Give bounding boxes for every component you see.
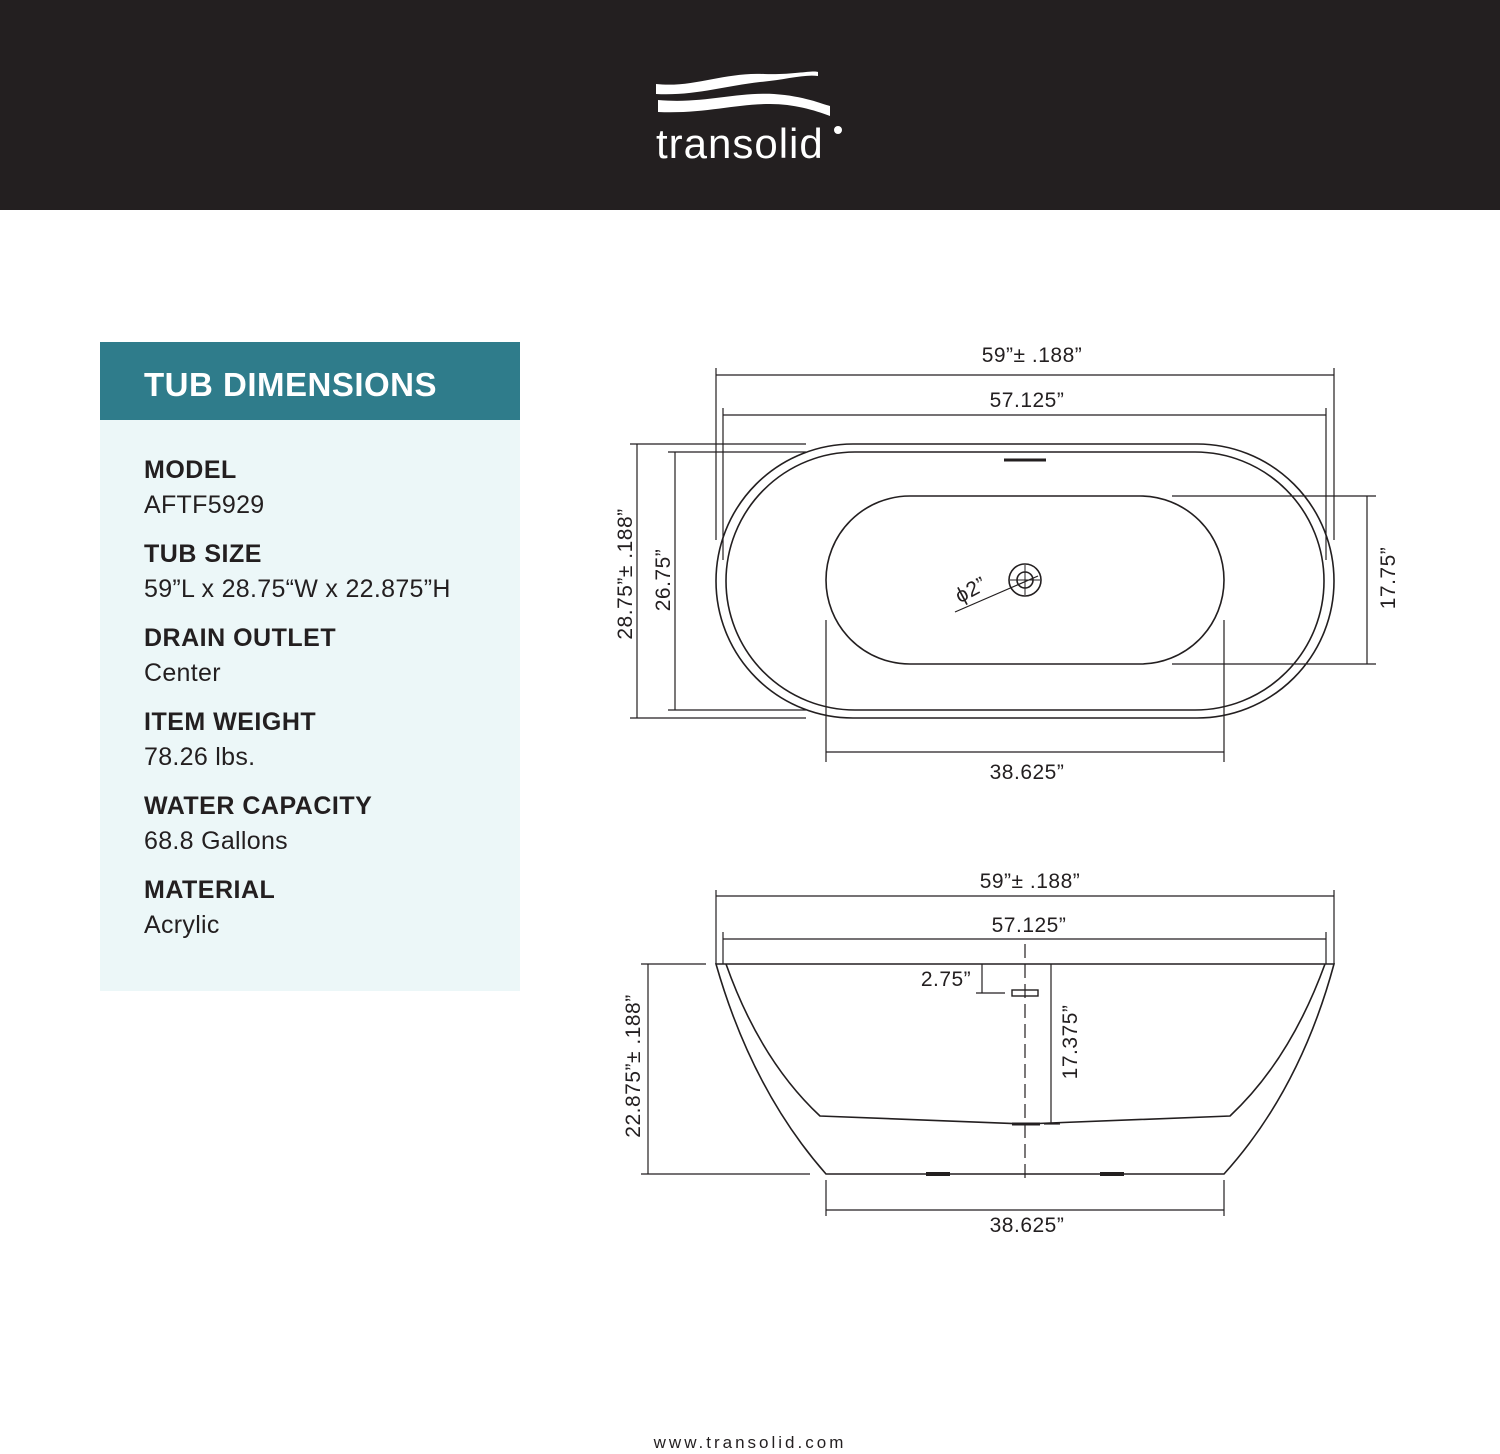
spec-label: DRAIN OUTLET: [144, 624, 337, 652]
side-overall-height-label: 22.875”± .188”: [622, 994, 645, 1138]
panel-title: TUB DIMENSIONS: [144, 366, 438, 403]
footer-website: www.transolid.com: [653, 1433, 847, 1452]
depth-label: 17.375”: [1059, 1004, 1082, 1080]
spec-value: 68.8 Gallons: [144, 827, 288, 855]
top-overall-width-label: 28.75”± .188”: [614, 508, 637, 640]
top-overall-length-label: 59”± .188”: [981, 344, 1083, 367]
spec-label: MODEL: [144, 456, 237, 484]
top-view-drawing: [630, 368, 1376, 762]
top-basin-length-label: 38.625”: [989, 761, 1065, 784]
top-inner-length-label: 57.125”: [989, 389, 1065, 412]
top-basin-width-label: 17.75”: [1377, 546, 1400, 610]
side-inner-length-label: 57.125”: [991, 914, 1067, 937]
side-base-length-label: 38.625”: [989, 1214, 1065, 1237]
drain-diameter-label: ϕ2”: [951, 572, 991, 608]
spec-label: TUB SIZE: [144, 540, 262, 568]
spec-label: ITEM WEIGHT: [144, 708, 317, 736]
top-inner-width-label: 26.75”: [652, 548, 675, 612]
overflow-drop-label: 2.75”: [920, 968, 972, 991]
brand-logo-text: transolid: [656, 120, 824, 167]
spec-value: Center: [144, 659, 221, 687]
spec-label: WATER CAPACITY: [144, 792, 373, 820]
side-view-drawing: [641, 890, 1334, 1216]
spec-value: 78.26 lbs.: [144, 743, 256, 771]
spec-value: Acrylic: [144, 911, 220, 939]
spec-value: 59”L x 28.75“W x 22.875”H: [144, 575, 451, 603]
spec-value: AFTF5929: [144, 491, 265, 519]
side-overall-length-label: 59”± .188”: [979, 870, 1081, 893]
spec-label: MATERIAL: [144, 876, 276, 904]
